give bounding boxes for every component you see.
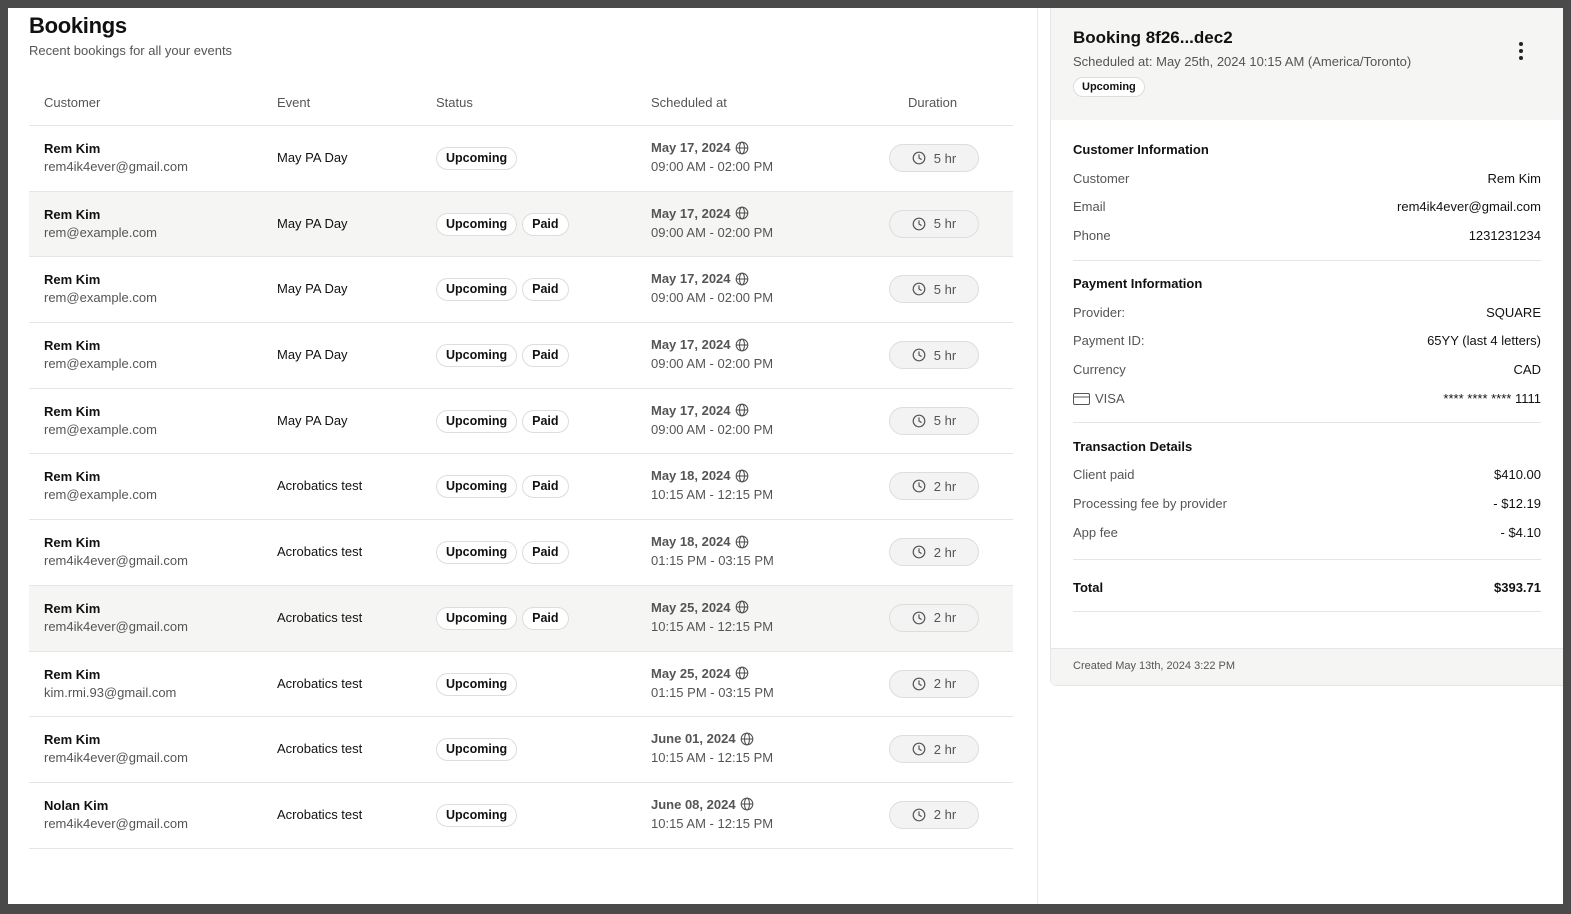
status-badge: Upcoming	[436, 804, 517, 827]
scheduled-date	[651, 534, 749, 549]
customer-name: Rem Kim	[44, 666, 101, 682]
status-badge: Upcoming	[436, 607, 517, 630]
status-badge: Upcoming	[436, 738, 517, 761]
provider-value: SQUARE	[1486, 305, 1541, 320]
status-badge: Upcoming	[436, 673, 517, 696]
currency-value: CAD	[1513, 362, 1541, 377]
total-label: Total	[1073, 580, 1104, 595]
status-badge: Paid	[522, 410, 568, 433]
duration-pill	[889, 472, 979, 500]
event-name: May PA Day	[277, 281, 348, 297]
duration-pill	[889, 275, 979, 303]
divider	[1073, 422, 1541, 423]
status-badges	[436, 475, 569, 498]
scheduled-date	[651, 140, 749, 155]
status-badge: Paid	[522, 278, 568, 301]
status-badge: Paid	[522, 475, 568, 498]
scheduled-date	[651, 731, 754, 746]
status-badges	[436, 804, 517, 827]
customer-email: rem@example.com	[44, 421, 157, 437]
email-row	[1073, 199, 1541, 217]
scheduled-date	[651, 797, 754, 812]
scheduled-date-text: May 25, 2024	[651, 599, 731, 615]
clock-icon	[912, 151, 926, 165]
currency-label: Currency	[1073, 362, 1126, 377]
phone-label: Phone	[1073, 228, 1111, 243]
globe-icon	[735, 206, 749, 220]
status-badges	[436, 738, 517, 761]
clock-icon	[912, 414, 926, 428]
bookings-table	[29, 84, 1013, 849]
scheduled-time: 01:15 PM - 03:15 PM	[651, 553, 774, 569]
scheduled-time: 09:00 AM - 02:00 PM	[651, 356, 774, 372]
phone-row	[1073, 228, 1541, 246]
customer-email: rem4ik4ever@gmail.com	[44, 618, 188, 634]
event-name: May PA Day	[277, 412, 348, 428]
total-row	[1073, 580, 1541, 598]
duration-pill	[889, 670, 979, 698]
scheduled-date-text: May 17, 2024	[651, 205, 731, 221]
status-badges	[436, 278, 569, 301]
customer-info-title: Customer Information	[1073, 142, 1209, 157]
table-row[interactable]	[29, 323, 1013, 389]
table-row[interactable]	[29, 717, 1013, 783]
duration-text: 5 hr	[933, 347, 957, 363]
scheduled-date	[651, 206, 749, 221]
page-subtitle: Recent bookings for all your events	[29, 43, 233, 58]
customer-name: Nolan Kim	[44, 797, 109, 813]
clock-icon	[912, 479, 926, 493]
event-name: Acrobatics test	[277, 806, 363, 822]
scheduled-date-text: May 17, 2024	[651, 337, 731, 353]
event-name: Acrobatics test	[277, 741, 363, 757]
customer-name: Rem Kim	[44, 141, 101, 156]
event-name: Acrobatics test	[277, 675, 363, 691]
table-row[interactable]	[29, 389, 1013, 455]
globe-icon	[735, 403, 749, 417]
column-header-status: Status	[436, 95, 473, 110]
card-row	[1073, 391, 1541, 409]
clock-icon	[912, 217, 926, 231]
customer-label: Customer	[1073, 171, 1130, 186]
customer-name: Rem Kim	[44, 469, 101, 485]
status-badges	[436, 410, 569, 433]
customer-email: rem4ik4ever@gmail.com	[44, 553, 188, 569]
event-name: Acrobatics test	[277, 478, 363, 494]
customer-name: Rem Kim	[44, 535, 101, 551]
clock-icon	[912, 348, 926, 362]
credit-card-icon	[1073, 393, 1090, 405]
app-fee-label: App fee	[1073, 525, 1118, 540]
event-name: Acrobatics test	[277, 609, 363, 625]
status-badges	[436, 147, 517, 170]
payment-info-title: Payment Information	[1073, 276, 1203, 291]
duration-text: 2 hr	[933, 807, 957, 823]
duration-text: 2 hr	[933, 741, 957, 757]
customer-value: Rem Kim	[1487, 171, 1541, 186]
payment-id-label: Payment ID:	[1073, 333, 1145, 348]
customer-email: rem4ik4ever@gmail.com	[44, 815, 188, 831]
booking-detail-footer	[1051, 648, 1563, 685]
status-badges	[436, 213, 569, 236]
customer-email: rem4ik4ever@gmail.com	[44, 159, 188, 174]
globe-icon	[735, 141, 749, 155]
booking-detail-header	[1051, 8, 1563, 120]
scheduled-date-text: May 18, 2024	[651, 534, 731, 550]
duration-pill	[889, 341, 979, 369]
scheduled-time: 09:00 AM - 02:00 PM	[651, 421, 774, 437]
card-brand-label: VISA	[1095, 391, 1125, 406]
status-badges	[436, 673, 517, 696]
app-frame	[8, 8, 1563, 904]
app-fee-value: - $4.10	[1500, 525, 1541, 540]
customer-email: rem@example.com	[44, 290, 157, 306]
clock-icon	[912, 808, 926, 822]
table-row[interactable]	[29, 126, 1013, 192]
booking-status-badge: Upcoming	[1073, 77, 1145, 97]
clock-icon	[912, 742, 926, 756]
duration-text: 2 hr	[933, 676, 957, 691]
customer-name: Rem Kim	[44, 403, 101, 419]
provider-label: Provider:	[1073, 305, 1126, 320]
payment-id-value: 65YY (last 4 letters)	[1427, 333, 1541, 348]
transaction-details-title: Transaction Details	[1073, 439, 1193, 454]
scheduled-date	[651, 337, 749, 352]
customer-name: Rem Kim	[44, 272, 101, 288]
client-paid-row	[1073, 467, 1541, 485]
client-paid-value: $410.00	[1494, 467, 1541, 482]
status-badges	[436, 607, 569, 630]
scheduled-date-text: May 25, 2024	[651, 665, 731, 681]
customer-email: rem@example.com	[44, 487, 157, 503]
table-row[interactable]	[29, 192, 1013, 258]
event-name: May PA Day	[277, 150, 348, 165]
scheduled-date	[651, 468, 749, 483]
customer-name: Rem Kim	[44, 338, 101, 354]
divider	[1073, 611, 1541, 612]
currency-row	[1073, 362, 1541, 380]
status-badge: Paid	[522, 213, 568, 236]
table-row[interactable]	[29, 783, 1013, 849]
app-fee-row	[1073, 525, 1541, 543]
duration-pill	[889, 801, 979, 829]
duration-text: 5 hr	[933, 150, 957, 166]
table-row[interactable]	[29, 257, 1013, 323]
scheduled-date-text: June 08, 2024	[651, 796, 736, 812]
email-value: rem4ik4ever@gmail.com	[1397, 199, 1541, 214]
page-title: Bookings	[29, 13, 127, 38]
bookings-main	[8, 8, 1038, 904]
globe-icon	[735, 666, 749, 680]
duration-text: 5 hr	[933, 281, 957, 297]
duration-text: 5 hr	[933, 413, 957, 429]
scheduled-date-text: May 17, 2024	[651, 271, 731, 287]
duration-pill	[889, 144, 979, 172]
event-name: May PA Day	[277, 347, 348, 363]
event-name: May PA Day	[277, 215, 348, 231]
customer-row	[1073, 171, 1541, 189]
clock-icon	[912, 545, 926, 559]
customer-name: Rem Kim	[44, 732, 101, 748]
scheduled-time: 10:15 AM - 12:15 PM	[651, 815, 774, 831]
globe-icon	[735, 535, 749, 549]
status-badge: Upcoming	[436, 344, 517, 367]
status-badges	[436, 541, 569, 564]
duration-text: 2 hr	[933, 478, 957, 494]
customer-email: rem4ik4ever@gmail.com	[44, 750, 188, 766]
duration-pill	[889, 604, 979, 632]
scheduled-time: 09:00 AM - 02:00 PM	[651, 224, 774, 240]
clock-icon	[912, 282, 926, 296]
status-badge: Paid	[522, 541, 568, 564]
booking-title: Booking 8f26...dec2	[1073, 28, 1233, 47]
divider	[1073, 260, 1541, 261]
table-row[interactable]	[29, 520, 1013, 586]
duration-pill	[889, 735, 979, 763]
customer-name: Rem Kim	[44, 206, 101, 222]
scheduled-date	[651, 403, 749, 418]
phone-value: 1231231234	[1468, 228, 1541, 243]
total-value: $393.71	[1494, 580, 1541, 595]
globe-icon	[735, 469, 749, 483]
status-badge: Upcoming	[436, 278, 517, 301]
customer-name: Rem Kim	[44, 600, 101, 616]
client-paid-label: Client paid	[1073, 467, 1135, 482]
table-header	[29, 84, 1013, 126]
scheduled-time: 09:00 AM - 02:00 PM	[651, 290, 774, 306]
duration-text: 2 hr	[933, 610, 957, 626]
scheduled-date	[651, 271, 749, 286]
payment-id-row	[1073, 333, 1541, 351]
clock-icon	[912, 611, 926, 625]
scheduled-date-text: May 18, 2024	[651, 468, 731, 484]
globe-icon	[735, 600, 749, 614]
customer-email: rem@example.com	[44, 356, 157, 372]
scheduled-date-text: June 01, 2024	[651, 731, 736, 747]
card-number-value: **** **** **** 1111	[1443, 391, 1541, 406]
table-row[interactable]	[29, 454, 1013, 520]
status-badge: Upcoming	[436, 475, 517, 498]
scheduled-time: 10:15 AM - 12:15 PM	[651, 487, 774, 503]
status-badge: Upcoming	[436, 213, 517, 236]
globe-icon	[735, 338, 749, 352]
customer-email: kim.rmi.93@gmail.com	[44, 684, 177, 700]
provider-row	[1073, 305, 1541, 323]
table-row[interactable]	[29, 586, 1013, 652]
scheduled-time: 10:15 AM - 12:15 PM	[651, 750, 774, 766]
duration-pill	[889, 538, 979, 566]
scheduled-date-text: May 17, 2024	[651, 402, 731, 418]
status-badge: Upcoming	[436, 410, 517, 433]
table-body	[29, 126, 1013, 849]
event-name: Acrobatics test	[277, 544, 363, 560]
processing-fee-row	[1073, 496, 1541, 514]
customer-email: rem@example.com	[44, 224, 157, 240]
globe-icon	[740, 797, 754, 811]
duration-pill	[889, 210, 979, 238]
column-header-event: Event	[277, 95, 311, 110]
scheduled-date	[651, 666, 749, 681]
status-badge: Paid	[522, 344, 568, 367]
column-header-duration: Duration	[908, 95, 958, 110]
status-badges	[436, 344, 569, 367]
email-label: Email	[1073, 199, 1106, 214]
duration-text: 5 hr	[933, 216, 957, 232]
created-timestamp: Created May 13th, 2024 3:22 PM	[1073, 660, 1236, 672]
divider	[1073, 559, 1541, 560]
globe-icon	[740, 732, 754, 746]
table-row[interactable]	[29, 652, 1013, 718]
duration-pill	[889, 407, 979, 435]
scheduled-time: 09:00 AM - 02:00 PM	[651, 159, 774, 174]
booking-detail-panel	[1050, 8, 1563, 686]
processing-fee-value: - $12.19	[1493, 496, 1541, 511]
status-badge: Paid	[522, 607, 568, 630]
clock-icon	[912, 677, 926, 691]
scheduled-time: 10:15 AM - 12:15 PM	[651, 618, 774, 634]
scheduled-time: 01:15 PM - 03:15 PM	[651, 684, 774, 700]
status-badge: Upcoming	[436, 541, 517, 564]
booking-scheduled-at: Scheduled at: May 25th, 2024 10:15 AM (America/Toronto)	[1073, 54, 1412, 69]
column-header-customer: Customer	[44, 95, 101, 110]
column-header-scheduled: Scheduled at	[651, 95, 727, 110]
more-options-icon[interactable]	[1511, 40, 1531, 62]
processing-fee-label: Processing fee by provider	[1073, 496, 1227, 511]
duration-text: 2 hr	[933, 544, 957, 560]
globe-icon	[735, 272, 749, 286]
scheduled-date	[651, 600, 749, 615]
scheduled-date-text: May 17, 2024	[651, 140, 731, 155]
status-badge: Upcoming	[436, 147, 517, 170]
